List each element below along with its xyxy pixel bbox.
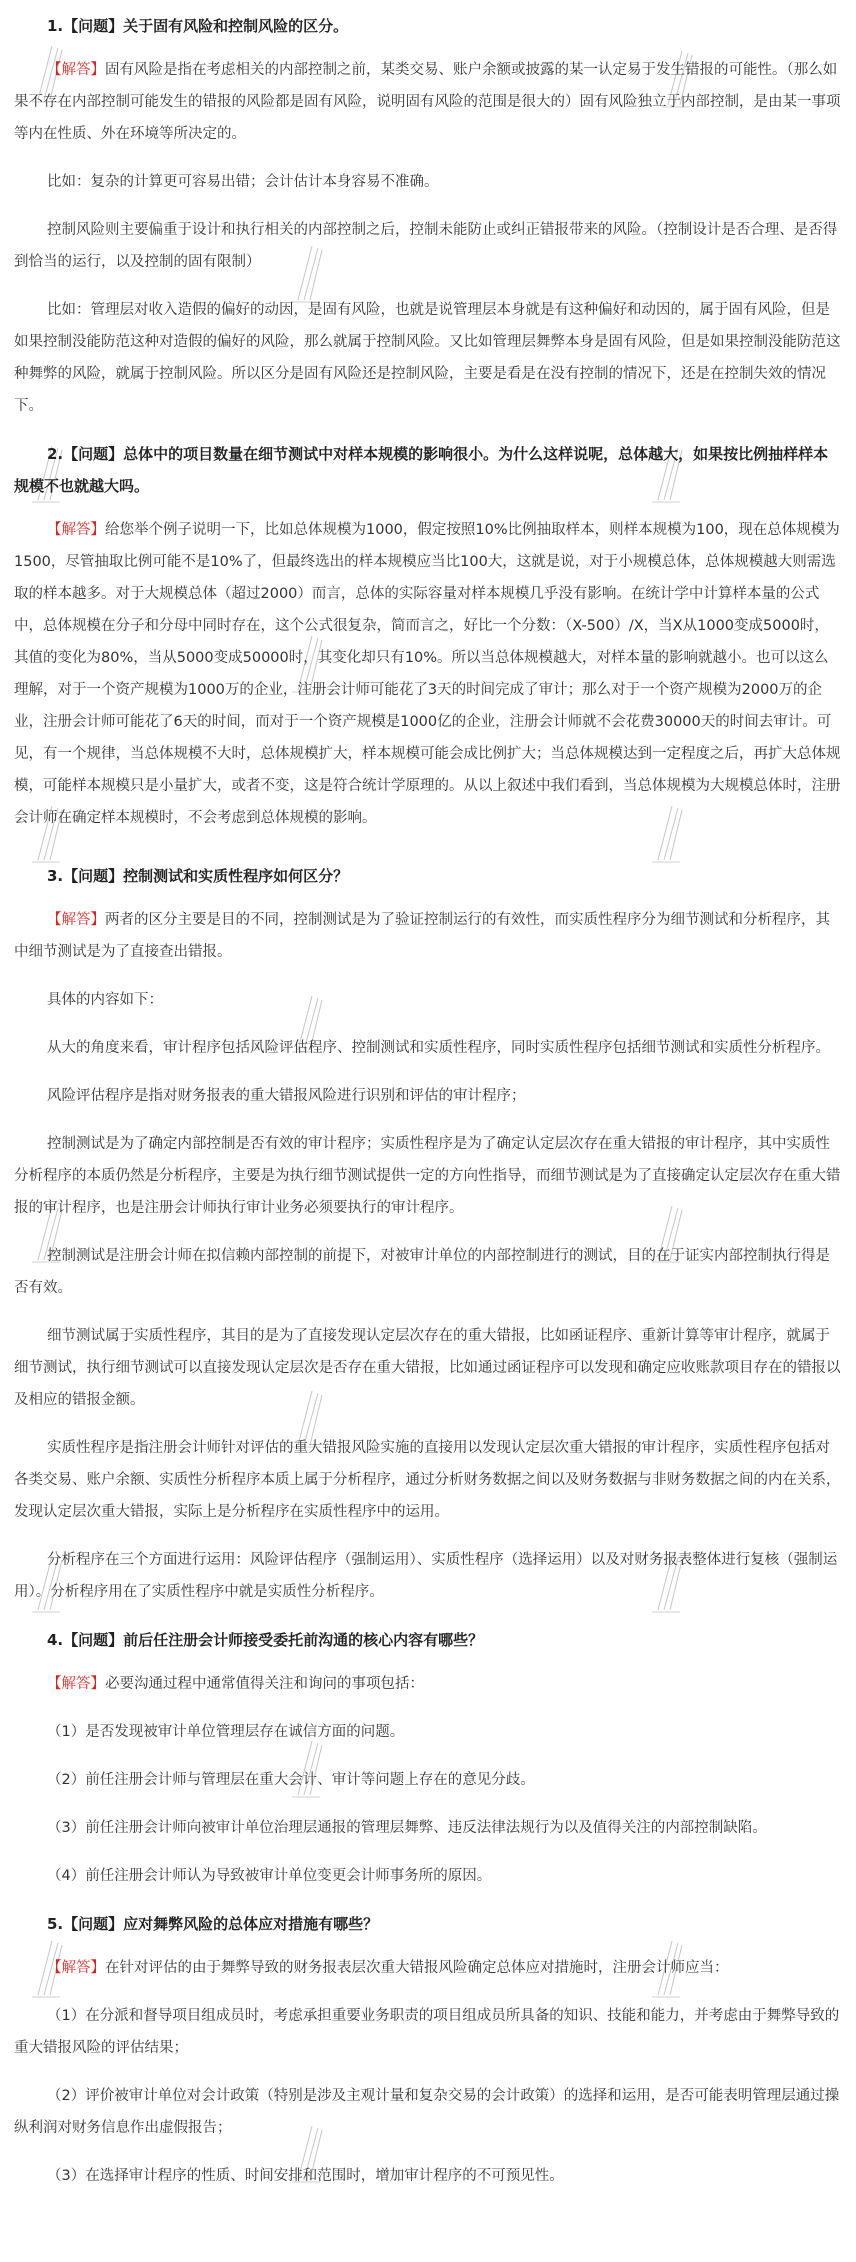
answer-paragraph xyxy=(14,508,842,844)
body-paragraph: 控制测试是注册会计师在拟信赖内部控制的前提下，对被审计单位的内部控制进行的测试，目的在于证实内部控制执行得是否有效。 xyxy=(14,1248,830,1296)
qa-section-5 xyxy=(14,1902,842,2202)
qa-section-3 xyxy=(14,854,842,1618)
question-heading: 2.【问题】总体中的项目数量在细节测试中对样本规模的影响很小。为什么这样说呢，总体越大，如果按比例抽样样本规模不也就越大吗。 xyxy=(14,445,829,495)
body-paragraph: 从大的角度来看，审计程序包括风险评估程序、控制测试和实质性程序，同时实质性程序包括细节测试和实质性分析程序。 xyxy=(47,1040,830,1056)
answer-text: 两者的区分主要是目的不同，控制测试是为了验证控制运行的有效性，而实质性程序分为细节测试和分析程序，其中细节测试是为了直接查出错报。 xyxy=(14,912,830,960)
answer-tag: 【解答】 xyxy=(47,522,105,538)
answer-tag: 【解答】 xyxy=(47,912,105,928)
body-paragraph: 控制风险则主要偏重于设计和执行相关的内部控制之后，控制未能防止或纠正错报带来的风险。（控制设计是否合理、是否得到恰当的运行，以及控制的固有限制） xyxy=(14,222,838,270)
list-item: （3）前任注册会计师向被审计单位治理层通报的管理层舞弊、违反法律法规行为以及值得关注的内部控制缺陷。 xyxy=(47,1820,767,1836)
list-item: （3）在选择审计程序的性质、时间安排和范围时，增加审计程序的不可预见性。 xyxy=(47,2168,564,2184)
body-paragraph: 细节测试属于实质性程序，其目的是为了直接发现认定层次存在的重大错报，比如函证程序、重新计算等审计程序，就属于细节测试，执行细节测试可以直接发现认定层次是否存在重大错报，比如通过函证程序可以发现和确定应收账款项目存在的错报以及相应的错报金额。 xyxy=(14,1328,841,1408)
body-paragraph: 比如：管理层对收入造假的偏好的动因，是固有风险，也就是说管理层本身就是有这种偏好和动因的，属于固有风险，但是如果控制没能防范这种对造假的偏好的风险，那么就属于控制风险。又比如管理层舞弊本身是固有风险，但是如果控制没能防范这种舞弊的风险，就属于控制风险。所以区分是固有风险还是控制风险，主要是看是在没有控制的情况下，还是在控制失效的情况下。 xyxy=(14,302,841,414)
body-paragraph: 比如：复杂的计算更可容易出错；会计估计本身容易不准确。 xyxy=(47,174,439,190)
answer-tag: 【解答】 xyxy=(47,1960,105,1976)
answer-paragraph xyxy=(14,48,842,160)
answer-tag: 【解答】 xyxy=(47,62,105,78)
answer-paragraph xyxy=(14,1662,842,1710)
body-paragraph: 具体的内容如下： xyxy=(47,992,163,1008)
answer-paragraph xyxy=(14,1946,842,1994)
question-heading: 3.【问题】控制测试和实质性程序如何区分？ xyxy=(47,867,349,885)
qa-section-2 xyxy=(14,432,842,854)
answer-paragraph xyxy=(14,898,842,978)
body-paragraph: 实质性程序是指注册会计师针对评估的重大错报风险实施的直接用以发现认定层次重大错报的审计程序，实质性程序包括对各类交易、账户余额、实质性分析程序本质上属于分析程序，通过分析财务数据之间以及财务数据与非财务数据之间的内在关系，发现认定层次重大错报，实际上是分析程序在实质性程序中的运用。 xyxy=(14,1440,841,1520)
question-heading: 5.【问题】应对舞弊风险的总体应对措施有哪些？ xyxy=(47,1915,379,1933)
qa-section-1 xyxy=(14,4,842,432)
answer-tag: 【解答】 xyxy=(47,1676,105,1692)
body-paragraph: 分析程序在三个方面进行运用：风险评估程序（强制运用）、实质性程序（选择运用）以及对财务报表整体进行复核（强制运用）。分析程序用在了实质性程序中就是实质性分析程序。 xyxy=(14,1552,838,1600)
body-paragraph: 控制测试是为了确定内部控制是否有效的审计程序；实质性程序是为了确定认定层次存在重大错报的审计程序，其中实质性分析程序的本质仍然是分析程序，主要是为执行细节测试提供一定的方向性指导，而细节测试是为了直接确定认定层次存在重大错报的审计程序，也是注册会计师执行审计业务必须要执行的审计程序。 xyxy=(14,1136,841,1216)
list-item: （4）前任注册会计师认为导致被审计单位变更会计师事务所的原因。 xyxy=(47,1868,492,1884)
list-item: （1）在分派和督导项目组成员时，考虑承担重要业务职责的项目组成员所具备的知识、技能和能力，并考虑由于舞弊导致的重大错报风险的评估结果； xyxy=(14,2008,840,2056)
qa-section-4 xyxy=(14,1618,842,1902)
question-heading: 4.【问题】前后任注册会计师接受委托前沟通的核心内容有哪些？ xyxy=(47,1631,484,1649)
list-item: （2）评价被审计单位对会计政策（特别是涉及主观计量和复杂交易的会计政策）的选择和运用，是否可能表明管理层通过操纵利润对财务信息作出虚假报告； xyxy=(14,2088,840,2136)
answer-text: 固有风险是指在考虑相关的内部控制之前，某类交易、账户余额或披露的某一认定易于发生错报的可能性。（那么如果不存在内部控制可能发生的错报的风险都是固有风险，说明固有风险的范围是很大的）固有风险独立于内部控制，是由某一事项等内在性质、外在环境等所决定的。 xyxy=(14,62,841,142)
answer-text: 必要沟通过程中通常值得关注和询问的事项包括： xyxy=(105,1676,424,1692)
list-item: （1）是否发现被审计单位管理层存在诚信方面的问题。 xyxy=(47,1724,405,1740)
answer-text: 在针对评估的由于舞弊导致的财务报表层次重大错报风险确定总体应对措施时，注册会计师应当： xyxy=(105,1960,729,1976)
question-heading: 1.【问题】关于固有风险和控制风险的区分。 xyxy=(47,17,349,35)
body-paragraph: 风险评估程序是指对财务报表的重大错报风险进行识别和评估的审计程序； xyxy=(47,1088,526,1104)
answer-text: 给您举个例子说明一下，比如总体规模为1000，假定按照10%比例抽取样本，则样本规模为100，现在总体规模为1500，尽管抽取比例可能不是10%了，但最终选出的样本规模应当比100大，这就是说，对于小规模总体，总体规模越大则需选取的样本越多。对于大规模总体（超过2000）而言，总体的实际容量对样本规模几乎没有影响。在统计学中计算样本量的公式中，总体规模在分子和分母中同时存在，这个公式很复杂，简而言之，好比一个分数：（X-500）/X，当X从1000变成5000时，其值的变化为80%，当从5000变成50000时，其变化却只有10%。所以当总体规模越大，对样本量的影响就越小。也可以这么理解，对于一个资产规模为1000万的企业，注册会计师可能花了3天的时间完成了审计；那么对于一个资产规模为2000万的企业，注册会计师可能花了6天的时间，而对于一个资产规模是1000亿的企业，注册会计师就不会花费30000天的时间去审计。可见，有一个规律，当总体规模不大时，总体规模扩大，样本规模可能会成比例扩大；当总体规模达到一定程度之后，再扩大总体规模，可能样本规模只是小量扩大，或者不变，这是符合统计学原理的。从以上叙述中我们看到，当总体规模为大规模总体时，注册会计师在确定样本规模时，不会考虑到总体规模的影响。 xyxy=(14,522,841,826)
list-item: （2）前任注册会计师与管理层在重大会计、审计等问题上存在的意见分歧。 xyxy=(47,1772,535,1788)
